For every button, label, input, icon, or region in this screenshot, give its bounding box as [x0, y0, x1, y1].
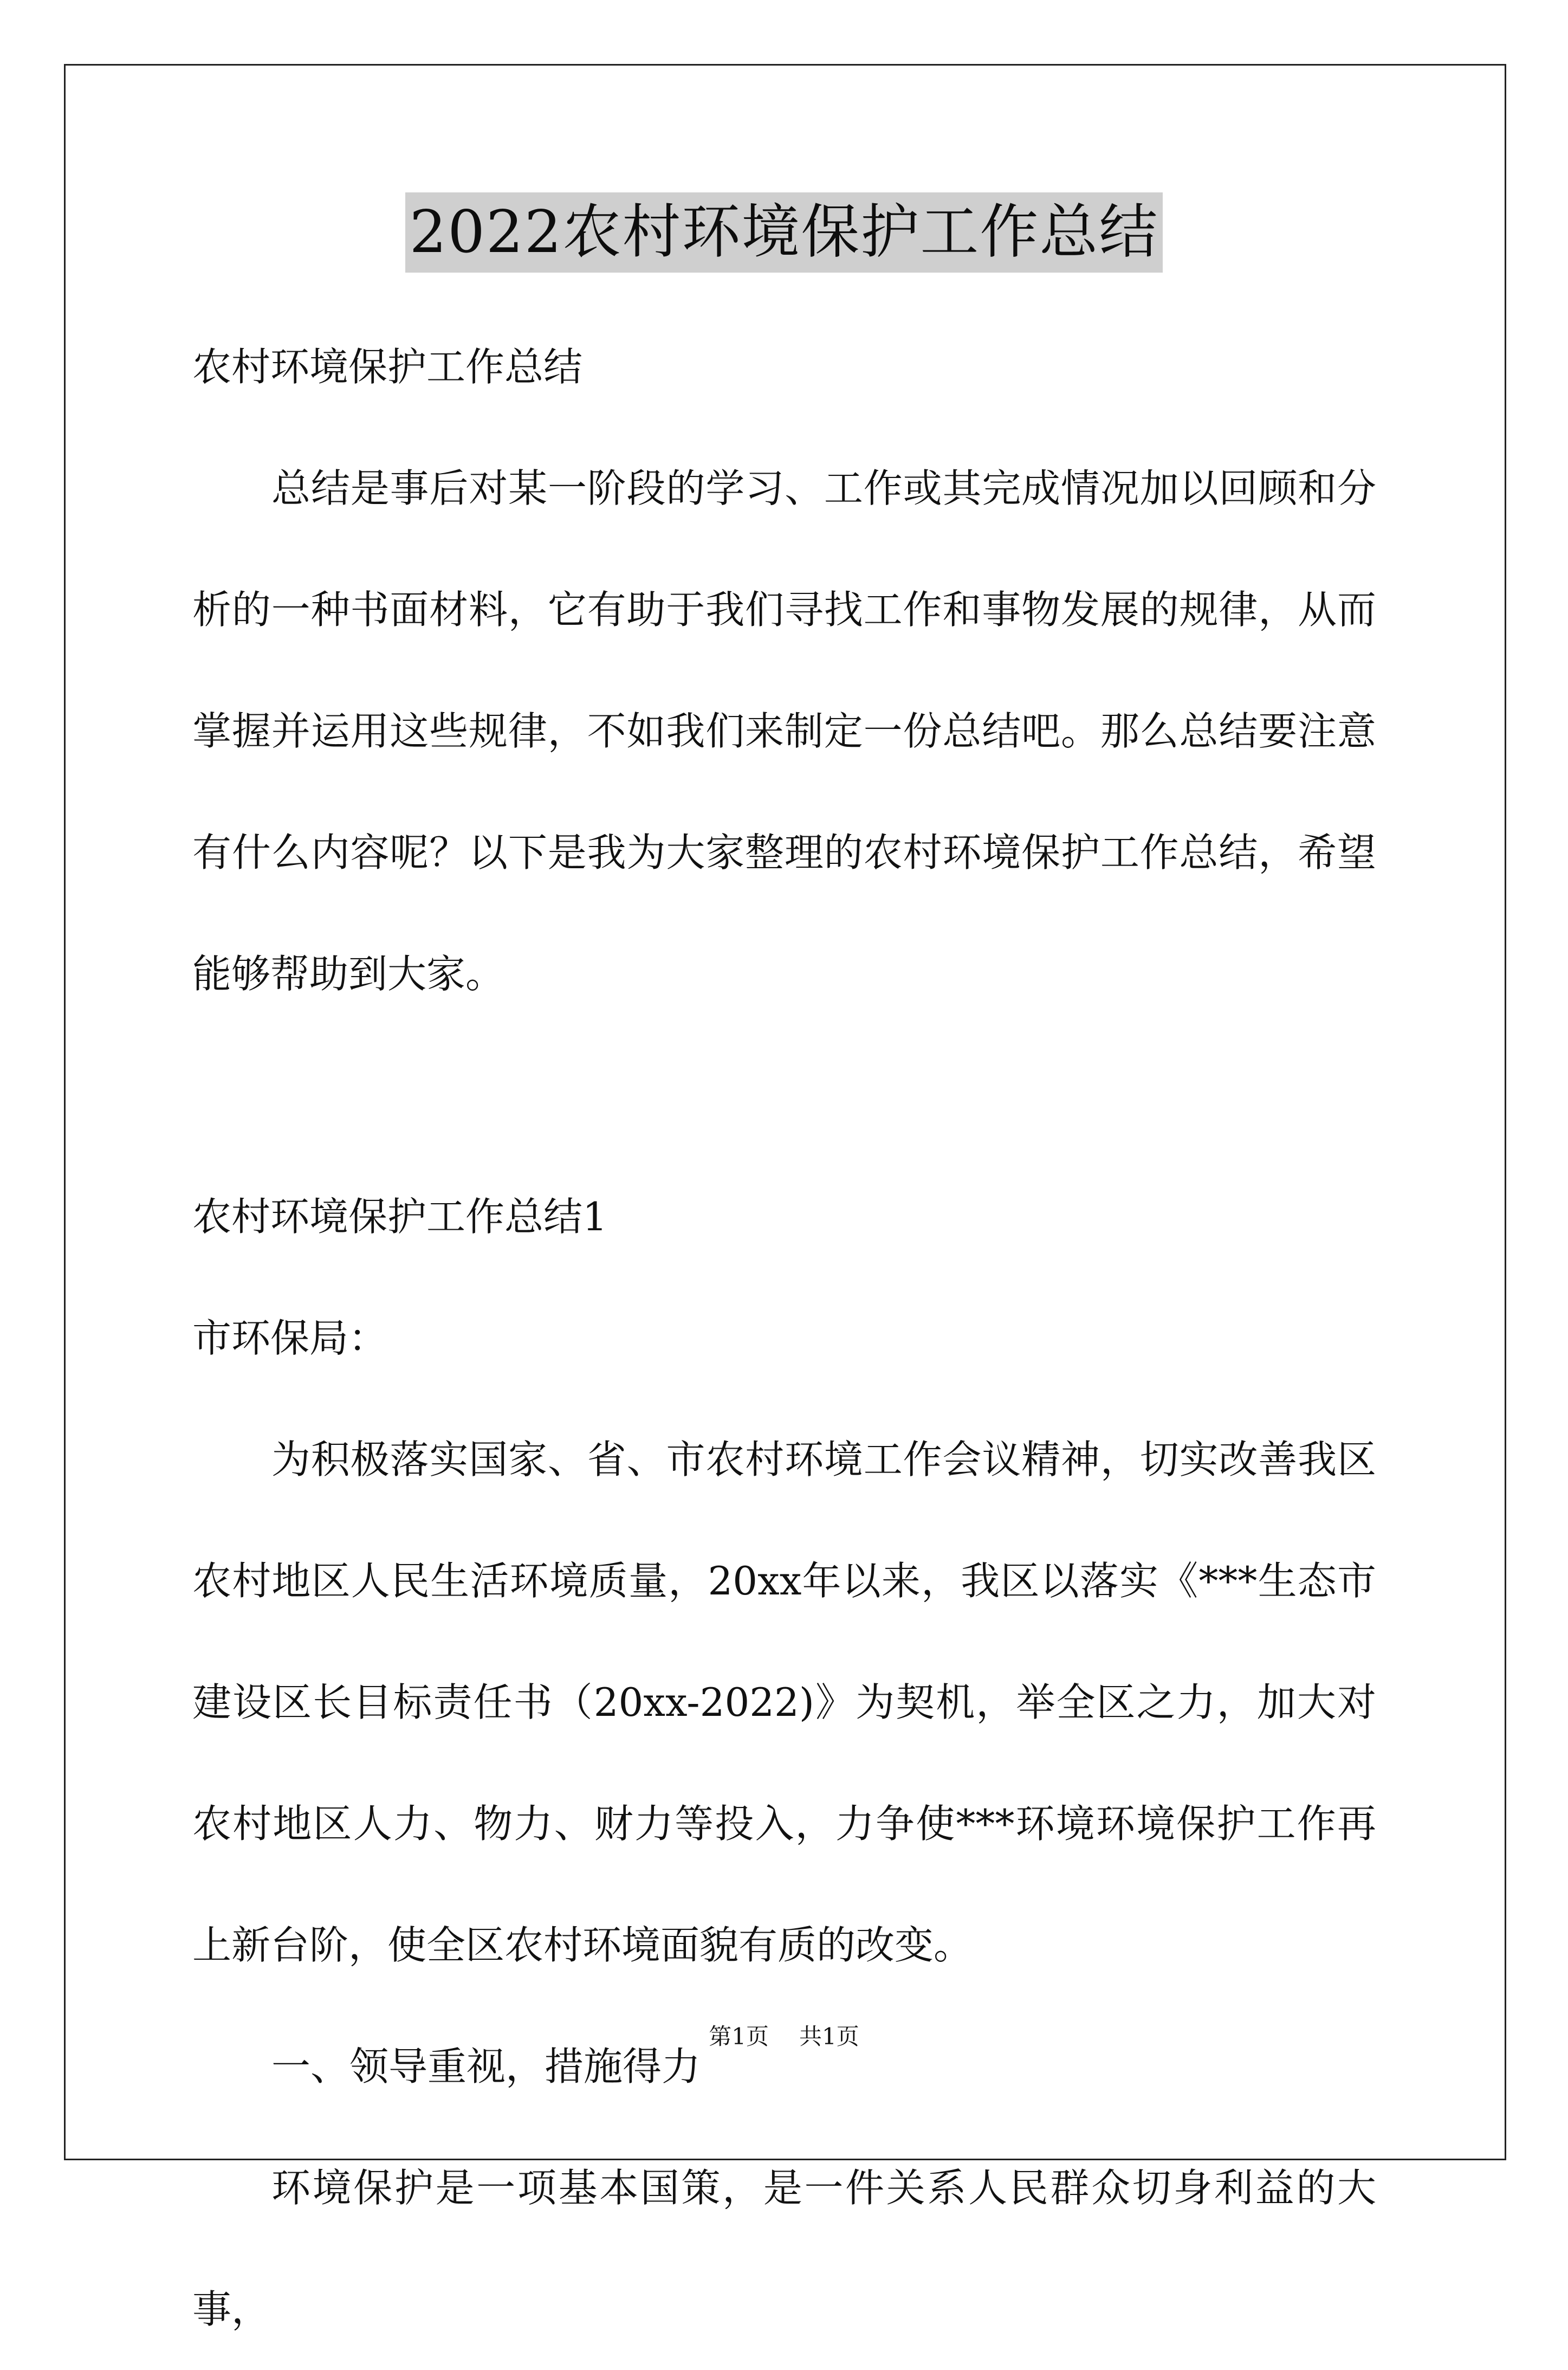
- title-wrap: [0, 192, 1568, 273]
- intro-paragraph: 总结是事后对某一阶段的学习、工作或其完成情况加以回顾和分析的一种书面材料，它有助于我们寻找工作和事物发展的规律，从而掌握并运用这些规律，不如我们来制定一份总结吧。那么总结要注意有什么内容呢？以下是我为大家整理的农村环境保护工作总结，希望能够帮助到大家。: [192, 466, 1376, 997]
- body-paragraph: 为积极落实国家、省、市农村环境工作会议精神，切实改善我区农村地区人民生活环境质量，20xx年以来，我区以落实《***生态市建设区长目标责任书（20xx-2022)》为契机，举全区之力，加大对农村地区人力、物力、财力等投入，力争使***环境环境保护工作再上新台阶，使全区农村环境面貌有质的改变。: [192, 1437, 1376, 1968]
- page-number: 第1页: [709, 2023, 769, 2050]
- body-paragraph-last: 环境保护是一项基本国策，是一件关系人民群众切身利益的大事，: [192, 2165, 1376, 2332]
- page-total: 共1页: [799, 2023, 859, 2050]
- document-subtitle: 农村环境保护工作总结: [192, 344, 583, 390]
- page-footer: [0, 2020, 1568, 2053]
- section-gap: [192, 1035, 1376, 1156]
- subheading: 一、领导重视，措施得力: [271, 2044, 701, 2089]
- salutation: 市环保局：: [192, 1315, 388, 1361]
- document-body: [192, 306, 1376, 2370]
- section-heading: 农村环境保护工作总结1: [192, 1194, 607, 1239]
- document-title: 2022农村环境保护工作总结: [405, 192, 1163, 273]
